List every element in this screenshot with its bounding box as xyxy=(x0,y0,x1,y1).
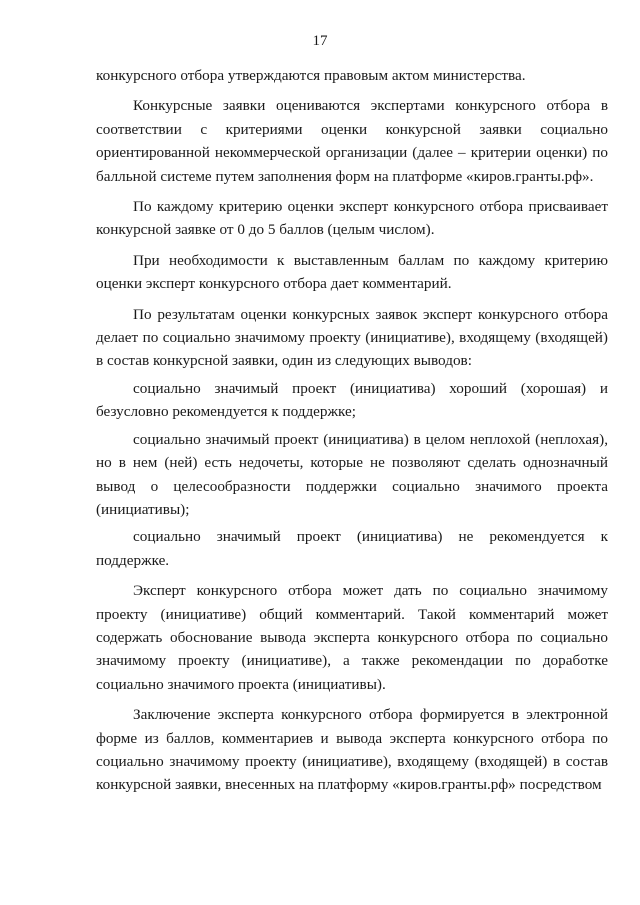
paragraph-assessment: Конкурсные заявки оцениваются экспертами конкурсного отбора в соответствии с критериями оценки конкурсной заявки социально ориентированной некоммерческой организации (далее – критерии оценки) по балльной системе путем заполнения форм на платформе «киров.гранты.рф». xyxy=(96,97,608,185)
document-body xyxy=(96,64,608,804)
conclusion-option-3: социально значимый проект (инициатива) не рекомендуется к поддержке. xyxy=(96,528,608,569)
paragraph-conclusions-intro: По результатам оценки конкурсных заявок эксперт конкурсного отбора делает по социально значимому проекту (инициативе), входящему (входящей) в состав конкурсной заявки, один из следующих выводов: xyxy=(96,305,608,370)
conclusion-option-1: социально значимый проект (инициатива) хороший (хорошая) и безусловно рекомендуется к поддержке; xyxy=(96,379,608,421)
conclusion-option-2: социально значимый проект (инициатива) в целом неплохой (неплохая), но в нем (ней) есть недочеты, которые не позволяют сделать однозначный вывод о целесообразности поддержки социально значимого проекта (инициативы); xyxy=(96,430,608,518)
paragraph-comment: При необходимости к выставленным баллам по каждому критерию оценки эксперт конкурсного отбора дает комментарий. xyxy=(96,251,608,293)
paragraph-continuation: конкурсного отбора утверждаются правовым актом министерства. xyxy=(96,67,526,84)
paragraph-scoring: По каждому критерию оценки эксперт конкурсного отбора присваивает конкурсной заявке от 0 до 5 баллов (целым числом). xyxy=(96,198,608,239)
page-number: 17 xyxy=(312,33,328,49)
paragraph-expert-conclusion: Заключение эксперта конкурсного отбора формируется в электронной форме из баллов, комментариев и вывода эксперта конкурсного отбора по социально значимому проекту (инициативе), входящему (входящей) в состав конкурсной заявки, внесенных на платформу «киров.гранты.рф» посредством xyxy=(96,706,608,794)
paragraph-general-comment: Эксперт конкурсного отбора может дать по социально значимому проекту (инициативе) общий комментарий. Такой комментарий может содержать обоснование вывода эксперта конкурсного отбора по социально значимому проекту (инициативе), а также рекомендации по доработке социально значимого проекта (инициативы). xyxy=(96,582,608,693)
